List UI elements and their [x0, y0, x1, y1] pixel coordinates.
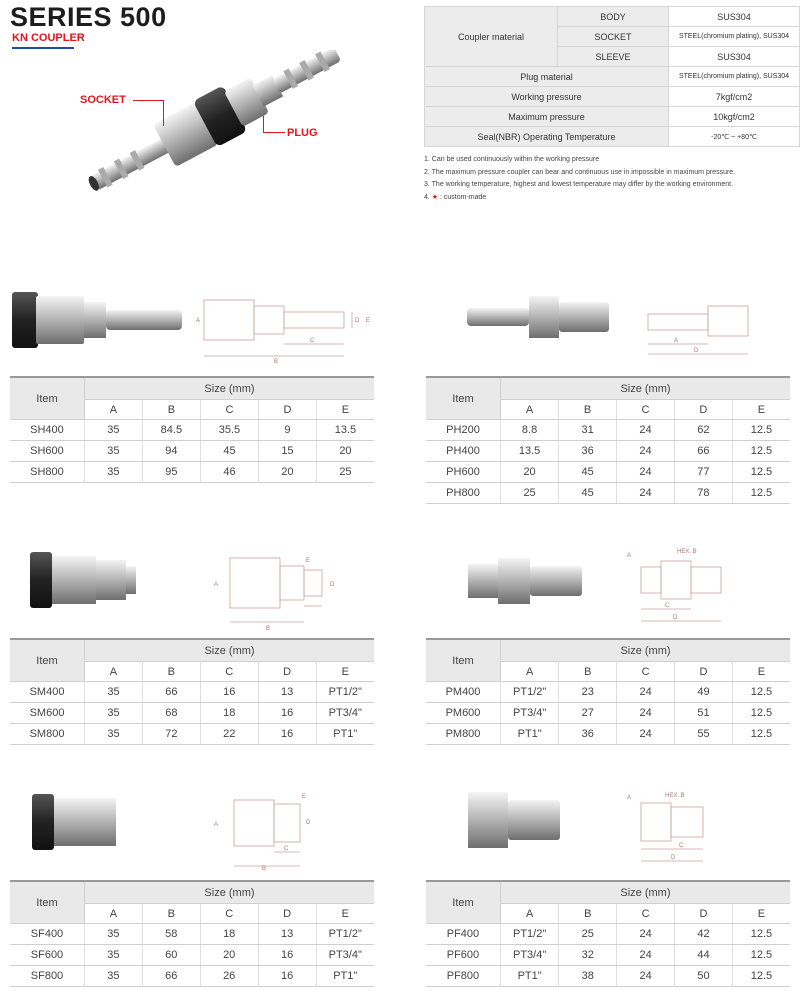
column-header-d: D — [674, 400, 732, 420]
column-header-d: D — [258, 904, 316, 924]
size-cell: 94 — [142, 441, 200, 462]
table-row — [10, 420, 374, 441]
dim-label-e: E — [366, 318, 371, 324]
size-cell: 49 — [675, 682, 733, 703]
item-cell: SH600 — [10, 441, 84, 462]
dim-label-hex-b: HEX. B — [677, 549, 697, 555]
item-cell: PF600 — [426, 945, 500, 966]
size-cell: PT3/4" — [316, 945, 374, 966]
size-cell: 16 — [258, 945, 316, 966]
dim-label-e: E — [306, 558, 311, 564]
size-cell: 32 — [559, 945, 617, 966]
size-cell: 35 — [84, 441, 142, 462]
sh-technical-drawing — [190, 292, 380, 364]
size-cell: 35 — [84, 420, 142, 441]
dim-label-e: E — [302, 794, 307, 800]
page-title: SERIES 500 — [10, 2, 167, 32]
dim-label-d: D — [694, 348, 699, 354]
item-cell: SF800 — [10, 966, 84, 987]
sleeve-label: SLEEVE — [558, 47, 669, 67]
dim-label-b: B — [274, 359, 279, 364]
column-header-a: A — [85, 662, 143, 682]
sleeve-value: SUS304 — [669, 47, 800, 67]
size-cell: 55 — [675, 724, 733, 745]
size-cell: 24 — [617, 724, 675, 745]
column-header-b: B — [559, 904, 617, 924]
size-cell: 13.5 — [501, 441, 559, 462]
sm-technical-drawing — [208, 552, 348, 632]
size-cell: 12.5 — [732, 682, 790, 703]
size-cell: 22 — [200, 724, 258, 745]
note-4: 4. ★ : custom-made — [424, 193, 487, 201]
socket-callout-line — [133, 100, 163, 101]
dim-label-d: D — [355, 318, 360, 324]
pm-size-table — [426, 638, 790, 745]
size-cell: 27 — [559, 703, 617, 724]
size-cell: 12.5 — [732, 924, 790, 945]
size-cell: 46 — [200, 462, 258, 483]
size-cell: 20 — [259, 462, 317, 483]
column-header-a: A — [500, 662, 558, 682]
table-row — [10, 945, 374, 966]
column-header-d: D — [675, 662, 733, 682]
dim-label-c: C — [665, 603, 670, 609]
size-cell: 66 — [142, 682, 200, 703]
item-cell: SM600 — [10, 703, 85, 724]
column-header-c: C — [617, 662, 675, 682]
dim-label-c: C — [284, 846, 289, 852]
pm-plug-male-image — [466, 556, 586, 606]
size-cell: 25 — [501, 483, 559, 504]
size-cell: 35 — [84, 945, 142, 966]
item-cell: SM400 — [10, 682, 85, 703]
plug-material-label: Plug material — [425, 67, 669, 87]
column-header-e: E — [732, 400, 790, 420]
size-cell: 24 — [617, 483, 675, 504]
size-cell: 31 — [559, 420, 617, 441]
sh-socket-hose-image — [10, 288, 185, 353]
table-row — [426, 682, 790, 703]
column-header-d: D — [675, 904, 733, 924]
size-cell: 44 — [675, 945, 733, 966]
note-1: 1. Can be used continuously within the working pressure — [424, 156, 600, 163]
size-cell: 25 — [316, 462, 374, 483]
size-cell: 24 — [617, 924, 675, 945]
size-cell: 72 — [142, 724, 200, 745]
size-cell: 60 — [142, 945, 200, 966]
column-header-c: C — [200, 904, 258, 924]
size-cell: 23 — [559, 682, 617, 703]
size-cell: 15 — [259, 441, 317, 462]
size-cell: 35 — [85, 682, 143, 703]
size-cell: 77 — [674, 462, 732, 483]
star-icon: ★ — [431, 193, 439, 201]
size-cell: 12.5 — [732, 483, 790, 504]
size-header: Size (mm) — [500, 881, 790, 904]
size-cell: 62 — [674, 420, 732, 441]
body-label: BODY — [558, 7, 669, 27]
page-subtitle: KN COUPLER — [12, 32, 85, 44]
size-header: Size (mm) — [84, 377, 374, 400]
item-header: Item — [426, 377, 501, 420]
size-cell: 95 — [142, 462, 200, 483]
size-cell: 24 — [617, 966, 675, 987]
item-cell: PM600 — [426, 703, 500, 724]
column-header-e: E — [316, 662, 374, 682]
size-cell: 24 — [617, 945, 675, 966]
column-header-c: C — [617, 400, 675, 420]
body-value: SUS304 — [669, 7, 800, 27]
note-3: 3. The working temperature, highest and lowest temperature may differ by the working environment. — [424, 181, 734, 188]
column-header-b: B — [142, 662, 200, 682]
sf-socket-female-image — [30, 790, 120, 854]
size-cell: 24 — [617, 462, 675, 483]
size-cell: 16 — [258, 724, 316, 745]
size-cell: PT3/4" — [500, 703, 558, 724]
socket-callout-line-vertical — [163, 100, 164, 126]
item-header: Item — [426, 881, 500, 924]
size-cell: 24 — [617, 420, 675, 441]
size-header: Size (mm) — [85, 639, 374, 662]
size-cell: 66 — [674, 441, 732, 462]
size-cell: PT3/4" — [316, 703, 374, 724]
dim-label-d: D — [306, 820, 311, 826]
maximum-pressure-label: Maximum pressure — [425, 107, 669, 127]
dim-label-b: B — [262, 866, 267, 872]
dim-label-c: C — [310, 338, 315, 344]
table-row — [426, 945, 790, 966]
working-pressure-label: Working pressure — [425, 87, 669, 107]
column-header-a: A — [84, 400, 142, 420]
dim-label-a: A — [627, 553, 632, 559]
size-cell: 35 — [85, 724, 143, 745]
size-cell: PT1" — [500, 966, 558, 987]
socket-callout-label: SOCKET — [80, 94, 126, 106]
pm-technical-drawing — [625, 545, 785, 625]
table-row — [426, 441, 790, 462]
size-cell: 84.5 — [142, 420, 200, 441]
size-cell: 51 — [675, 703, 733, 724]
table-row — [10, 682, 374, 703]
size-cell: 26 — [200, 966, 258, 987]
table-row — [10, 724, 374, 745]
sm-socket-male-image — [28, 548, 138, 612]
column-header-a: A — [501, 400, 559, 420]
pf-technical-drawing — [625, 785, 745, 865]
plug-material-value: STEEL(chromium plating), SUS304 — [669, 67, 800, 87]
table-row — [426, 483, 790, 504]
sh-size-table — [10, 376, 374, 483]
dim-label-a: A — [214, 582, 219, 588]
table-row — [426, 966, 790, 987]
column-header-b: B — [142, 904, 200, 924]
size-cell: 68 — [142, 703, 200, 724]
table-row — [426, 924, 790, 945]
dim-label-d: D — [673, 615, 678, 621]
table-row — [426, 462, 790, 483]
column-header-e: E — [732, 904, 790, 924]
size-cell: PT3/4" — [500, 945, 558, 966]
ph-size-table — [426, 376, 790, 504]
size-cell: 20 — [316, 441, 374, 462]
pf-plug-female-image — [466, 788, 566, 852]
dim-label-a: A — [674, 338, 679, 344]
size-cell: 58 — [142, 924, 200, 945]
item-cell: PM400 — [426, 682, 500, 703]
size-cell: 42 — [675, 924, 733, 945]
item-header: Item — [10, 377, 84, 420]
column-header-c: C — [200, 400, 258, 420]
size-cell: 12.5 — [732, 724, 790, 745]
size-cell: 12.5 — [732, 945, 790, 966]
dim-label-c: C — [679, 843, 684, 849]
plug-callout-label: PLUG — [287, 127, 318, 139]
item-cell: SM800 — [10, 724, 85, 745]
sf-technical-drawing — [206, 790, 326, 872]
table-row — [10, 462, 374, 483]
column-header-a: A — [500, 904, 558, 924]
column-header-a: A — [84, 904, 142, 924]
size-cell: 16 — [258, 703, 316, 724]
size-cell: 78 — [674, 483, 732, 504]
size-cell: 20 — [501, 462, 559, 483]
size-cell: 36 — [559, 724, 617, 745]
item-cell: PM800 — [426, 724, 500, 745]
plug-callout-line-vertical — [263, 116, 264, 132]
notes-list — [424, 154, 735, 204]
column-header-b: B — [559, 400, 617, 420]
size-cell: PT1" — [316, 966, 374, 987]
column-header-c: C — [617, 904, 675, 924]
size-cell: 35 — [85, 703, 143, 724]
size-cell: 35 — [84, 462, 142, 483]
item-cell: PF400 — [426, 924, 500, 945]
column-header-e: E — [316, 904, 374, 924]
socket-value: STEEL(chromium plating), SUS304 — [669, 27, 800, 47]
coupler-material-label: Coupler material — [425, 7, 558, 67]
size-cell: 12.5 — [732, 966, 790, 987]
size-cell: 24 — [617, 703, 675, 724]
dim-label-hex-b: HEX. B — [665, 793, 685, 799]
size-cell: 45 — [200, 441, 258, 462]
size-cell: 16 — [258, 966, 316, 987]
size-cell: 13 — [258, 924, 316, 945]
seal-temperature-label: Seal(NBR) Operating Temperature — [425, 127, 669, 147]
size-cell: 13.5 — [316, 420, 374, 441]
size-cell: PT1/2" — [316, 682, 374, 703]
item-cell: PF800 — [426, 966, 500, 987]
column-header-b: B — [559, 662, 617, 682]
item-header: Item — [10, 881, 84, 924]
table-row — [10, 703, 374, 724]
size-cell: 45 — [559, 462, 617, 483]
table-row — [426, 724, 790, 745]
dim-label-a: A — [196, 318, 201, 324]
ph-plug-hose-image — [465, 292, 615, 347]
table-row — [426, 420, 790, 441]
size-cell: 8.8 — [501, 420, 559, 441]
item-cell: SF600 — [10, 945, 84, 966]
ph-technical-drawing — [628, 300, 788, 362]
working-pressure-value: 7kgf/cm2 — [669, 87, 800, 107]
item-cell: SH400 — [10, 420, 84, 441]
size-cell: 24 — [617, 682, 675, 703]
size-header: Size (mm) — [501, 377, 791, 400]
item-cell: SF400 — [10, 924, 84, 945]
column-header-c: C — [200, 662, 258, 682]
table-row — [10, 441, 374, 462]
size-cell: 35.5 — [200, 420, 258, 441]
table-row — [10, 966, 374, 987]
sm-size-table — [10, 638, 374, 745]
material-spec-table — [424, 6, 800, 147]
item-header: Item — [10, 639, 85, 682]
size-cell: 12.5 — [732, 462, 790, 483]
size-cell: 12.5 — [732, 703, 790, 724]
size-cell: 12.5 — [732, 441, 790, 462]
coupler-assembly-image — [60, 50, 360, 200]
column-header-d: D — [258, 662, 316, 682]
item-cell: PH600 — [426, 462, 501, 483]
size-cell: PT1" — [316, 724, 374, 745]
size-cell: 66 — [142, 966, 200, 987]
item-cell: PH800 — [426, 483, 501, 504]
subtitle-underline — [12, 47, 74, 49]
maximum-pressure-value: 10kgf/cm2 — [669, 107, 800, 127]
table-row — [426, 703, 790, 724]
table-row — [10, 924, 374, 945]
column-header-e: E — [732, 662, 790, 682]
size-cell: PT1" — [500, 724, 558, 745]
size-cell: 20 — [200, 945, 258, 966]
size-cell: 24 — [617, 441, 675, 462]
note-2: 2. The maximum pressure coupler can bear and continuous use in impossible in maximum pressure. — [424, 168, 736, 176]
dim-label-d: D — [330, 582, 335, 588]
dim-label-a: A — [214, 822, 219, 828]
size-cell: 35 — [84, 966, 142, 987]
size-cell: 13 — [258, 682, 316, 703]
size-cell: 16 — [200, 682, 258, 703]
column-header-e: E — [316, 400, 374, 420]
size-cell: 45 — [559, 483, 617, 504]
size-cell: PT1/2" — [500, 924, 558, 945]
item-cell: PH400 — [426, 441, 501, 462]
item-cell: PH200 — [426, 420, 501, 441]
size-cell: 9 — [259, 420, 317, 441]
column-header-d: D — [259, 400, 317, 420]
size-cell: 35 — [84, 924, 142, 945]
dim-label-d: D — [671, 855, 676, 861]
size-cell: PT1/2" — [316, 924, 374, 945]
size-cell: 50 — [675, 966, 733, 987]
socket-label: SOCKET — [558, 27, 669, 47]
size-cell: 36 — [559, 441, 617, 462]
size-cell: PT1/2" — [500, 682, 558, 703]
dim-label-a: A — [627, 795, 632, 801]
dim-label-b: B — [266, 626, 271, 632]
pf-size-table — [426, 880, 790, 987]
sf-size-table — [10, 880, 374, 987]
column-header-b: B — [142, 400, 200, 420]
item-cell: SH800 — [10, 462, 84, 483]
size-cell: 18 — [200, 703, 258, 724]
size-header: Size (mm) — [84, 881, 374, 904]
size-header: Size (mm) — [500, 639, 790, 662]
size-cell: 18 — [200, 924, 258, 945]
plug-callout-line — [263, 132, 285, 133]
size-cell: 12.5 — [732, 420, 790, 441]
size-cell: 38 — [559, 966, 617, 987]
size-cell: 25 — [559, 924, 617, 945]
item-header: Item — [426, 639, 500, 682]
seal-temperature-value: -20℃ ~ +80℃ — [669, 127, 800, 147]
